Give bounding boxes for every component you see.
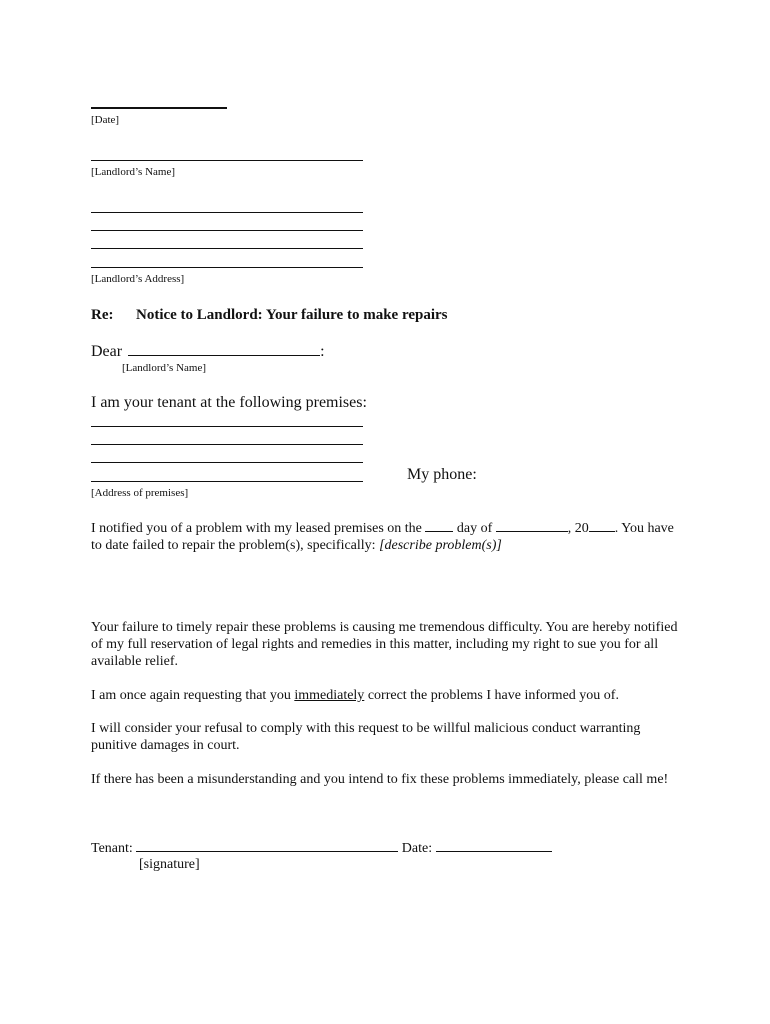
landlord-address-label: [Landlord’s Address] xyxy=(91,273,185,285)
premises-address-line xyxy=(91,462,363,463)
premises-address-line xyxy=(91,481,363,482)
landlord-name-line xyxy=(91,160,363,161)
subject-heading: Notice to Landlord: Your failure to make repairs xyxy=(136,307,448,323)
tenant-label: Tenant: xyxy=(91,841,133,856)
salutation-word: Dear xyxy=(91,343,123,360)
request-text-before: I am once again requesting that you xyxy=(91,688,291,703)
day-blank xyxy=(425,518,453,532)
landlord-address-line xyxy=(91,267,363,268)
notice-year-prefix: , 20 xyxy=(567,521,589,536)
misunderstanding-paragraph: If there has been a misunderstanding and you intend to fix these problems immediately, please call me! xyxy=(91,772,669,787)
signature-label: [signature] xyxy=(139,857,200,872)
notice-day-word: day of xyxy=(456,521,493,536)
date-label: [Date] xyxy=(91,114,120,126)
tenant-intro: I am your tenant at the following premises: xyxy=(91,394,367,411)
notice-text-2: . You have xyxy=(614,521,674,536)
notice-text-1: I notified you of a problem with my leased premises on the xyxy=(91,521,422,536)
month-blank xyxy=(496,518,568,532)
salutation-name-blank xyxy=(128,342,320,356)
request-text-after: correct the problems I have informed you of. xyxy=(367,688,619,703)
difficulty-paragraph: Your failure to timely repair these problems is causing me tremendous difficulty. You are hereby notified of my full reservation of legal rights and remedies in this matter, including my right to sue you for all available relief. xyxy=(91,620,678,669)
landlord-address-line xyxy=(91,230,363,231)
premises-address-line xyxy=(91,426,363,427)
my-phone-label: My phone: xyxy=(407,466,477,483)
landlord-address-line xyxy=(91,212,363,213)
landlord-address-line xyxy=(91,248,363,249)
notice-paragraph xyxy=(91,518,691,554)
year-blank xyxy=(589,518,615,532)
premises-address-label: [Address of premises] xyxy=(91,487,189,499)
re-label: Re: xyxy=(91,307,114,323)
salutation-colon: : xyxy=(320,343,325,360)
date-sign-label: Date: xyxy=(401,841,433,856)
refusal-paragraph: I will consider your refusal to comply with this request to be willful malicious conduct warranting punitive damages in court. xyxy=(91,721,641,753)
landlord-name-label: [Landlord’s Name] xyxy=(91,166,175,178)
date-sign-line xyxy=(436,838,552,852)
date-line xyxy=(91,107,227,109)
signature-row xyxy=(91,838,552,857)
salutation-name-label: [Landlord’s Name] xyxy=(122,362,206,374)
request-emphasis: immediately xyxy=(294,688,365,703)
premises-address-line xyxy=(91,444,363,445)
request-paragraph xyxy=(91,687,691,704)
salutation xyxy=(91,342,325,361)
describe-problems-placeholder: [describe problem(s)] xyxy=(379,538,502,553)
tenant-signature-line xyxy=(136,838,398,852)
notice-line-2: to date failed to repair the problem(s), specifically: xyxy=(91,538,376,553)
